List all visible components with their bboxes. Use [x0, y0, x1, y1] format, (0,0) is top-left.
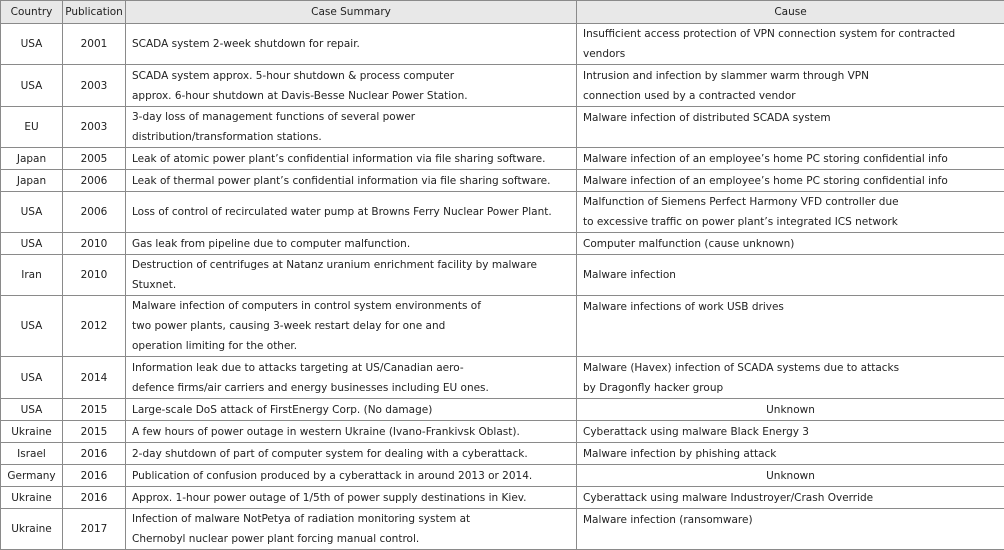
cause-cell: Cyberattack using malware Industroyer/Crash Override	[577, 487, 1004, 509]
country-cell: USA	[1, 192, 63, 233]
cause-cell: Malware infection by phishing attack	[577, 443, 1004, 465]
header-publication: Publication	[63, 1, 126, 24]
country-cell: USA	[1, 357, 63, 399]
table-row	[1, 465, 1004, 487]
table-row	[1, 192, 1004, 233]
table-row	[1, 421, 1004, 443]
case-summary-cell: Publication of confusion produced by a cyberattack in around 2013 or 2014.	[126, 465, 577, 487]
cause-cell: Cyberattack using malware Black Energy 3	[577, 421, 1004, 443]
table-row	[1, 24, 1004, 65]
cause-cell: Malware infection	[577, 255, 1004, 296]
cause-cell: Intrusion and infection by slammer warm through VPN connection used by a contracted vendor	[577, 65, 1004, 107]
case-summary-cell: Malware infection of computers in control system environments of two power plants, causing 3-week restart delay for one and operation limiting for the other.	[126, 296, 577, 357]
publication-cell: 2010	[63, 255, 126, 296]
cause-cell: Malware infection (ransomware)	[577, 509, 1004, 550]
publication-cell: 2010	[63, 233, 126, 255]
cause-cell: Malware infection of an employee’s home PC storing confidential info	[577, 170, 1004, 192]
publication-cell: 2016	[63, 465, 126, 487]
country-cell: USA	[1, 399, 63, 421]
publication-cell: 2016	[63, 487, 126, 509]
header-case-summary: Case Summary	[126, 1, 577, 24]
publication-cell: 2012	[63, 296, 126, 357]
table-row	[1, 233, 1004, 255]
table-row	[1, 509, 1004, 550]
case-summary-cell: SCADA system approx. 5-hour shutdown & process computer approx. 6-hour shutdown at Davis-Besse Nuclear Power Station.	[126, 65, 577, 107]
country-cell: Ukraine	[1, 487, 63, 509]
cause-cell: Malware infections of work USB drives	[577, 296, 1004, 357]
header-country: Country	[1, 1, 63, 24]
cause-cell: Malware infection of distributed SCADA system	[577, 107, 1004, 148]
case-summary-cell: Gas leak from pipeline due to computer malfunction.	[126, 233, 577, 255]
country-cell: USA	[1, 65, 63, 107]
country-cell: USA	[1, 296, 63, 357]
case-summary-cell: Loss of control of recirculated water pump at Browns Ferry Nuclear Power Plant.	[126, 192, 577, 233]
table-row	[1, 296, 1004, 357]
country-cell: Israel	[1, 443, 63, 465]
publication-cell: 2005	[63, 148, 126, 170]
publication-cell: 2016	[63, 443, 126, 465]
case-summary-cell: 2-day shutdown of part of computer system for dealing with a cyberattack.	[126, 443, 577, 465]
case-summary-cell: Destruction of centrifuges at Natanz uranium enrichment facility by malware Stuxnet.	[126, 255, 577, 296]
country-cell: Ukraine	[1, 509, 63, 550]
publication-cell: 2015	[63, 399, 126, 421]
publication-cell: 2001	[63, 24, 126, 65]
table-row	[1, 170, 1004, 192]
case-summary-cell: Approx. 1-hour power outage of 1/5th of power supply destinations in Kiev.	[126, 487, 577, 509]
table-row	[1, 65, 1004, 107]
case-summary-cell: Leak of thermal power plant’s confidential information via file sharing software.	[126, 170, 577, 192]
country-cell: Germany	[1, 465, 63, 487]
publication-cell: 2003	[63, 107, 126, 148]
country-cell: Ukraine	[1, 421, 63, 443]
case-summary-cell: Leak of atomic power plant’s confidential information via file sharing software.	[126, 148, 577, 170]
country-cell: USA	[1, 24, 63, 65]
cause-cell: Unknown	[577, 465, 1004, 487]
case-summary-cell: SCADA system 2-week shutdown for repair.	[126, 24, 577, 65]
publication-cell: 2017	[63, 509, 126, 550]
case-summary-cell: Large-scale DoS attack of FirstEnergy Corp. (No damage)	[126, 399, 577, 421]
country-cell: USA	[1, 233, 63, 255]
table-row	[1, 399, 1004, 421]
case-summary-cell: Infection of malware NotPetya of radiation monitoring system at Chernobyl nuclear power plant forcing manual control.	[126, 509, 577, 550]
country-cell: Iran	[1, 255, 63, 296]
country-cell: Japan	[1, 170, 63, 192]
case-summary-cell: A few hours of power outage in western Ukraine (Ivano-Frankivsk Oblast).	[126, 421, 577, 443]
publication-cell: 2015	[63, 421, 126, 443]
table-row	[1, 357, 1004, 399]
table-row	[1, 255, 1004, 296]
publication-cell: 2003	[63, 65, 126, 107]
table-row	[1, 148, 1004, 170]
table-row	[1, 487, 1004, 509]
header-cause: Cause	[577, 1, 1004, 24]
cause-cell: Computer malfunction (cause unknown)	[577, 233, 1004, 255]
country-cell: EU	[1, 107, 63, 148]
table-header-row	[1, 1, 1004, 24]
cause-cell: Malware (Havex) infection of SCADA systems due to attacks by Dragonfly hacker group	[577, 357, 1004, 399]
case-summary-cell: Information leak due to attacks targeting at US/Canadian aero- defence firms/air carriers and energy businesses including EU ones.	[126, 357, 577, 399]
cause-cell: Unknown	[577, 399, 1004, 421]
table-row	[1, 107, 1004, 148]
cause-cell: Malware infection of an employee’s home PC storing confidential info	[577, 148, 1004, 170]
country-cell: Japan	[1, 148, 63, 170]
publication-cell: 2014	[63, 357, 126, 399]
table-row	[1, 443, 1004, 465]
publication-cell: 2006	[63, 192, 126, 233]
case-summary-cell: 3-day loss of management functions of several power distribution/transformation stations.	[126, 107, 577, 148]
cause-cell: Insufficient access protection of VPN connection system for contracted vendors	[577, 24, 1004, 65]
publication-cell: 2006	[63, 170, 126, 192]
cause-cell: Malfunction of Siemens Perfect Harmony VFD controller due to excessive traffic on power plant’s integrated ICS network	[577, 192, 1004, 233]
